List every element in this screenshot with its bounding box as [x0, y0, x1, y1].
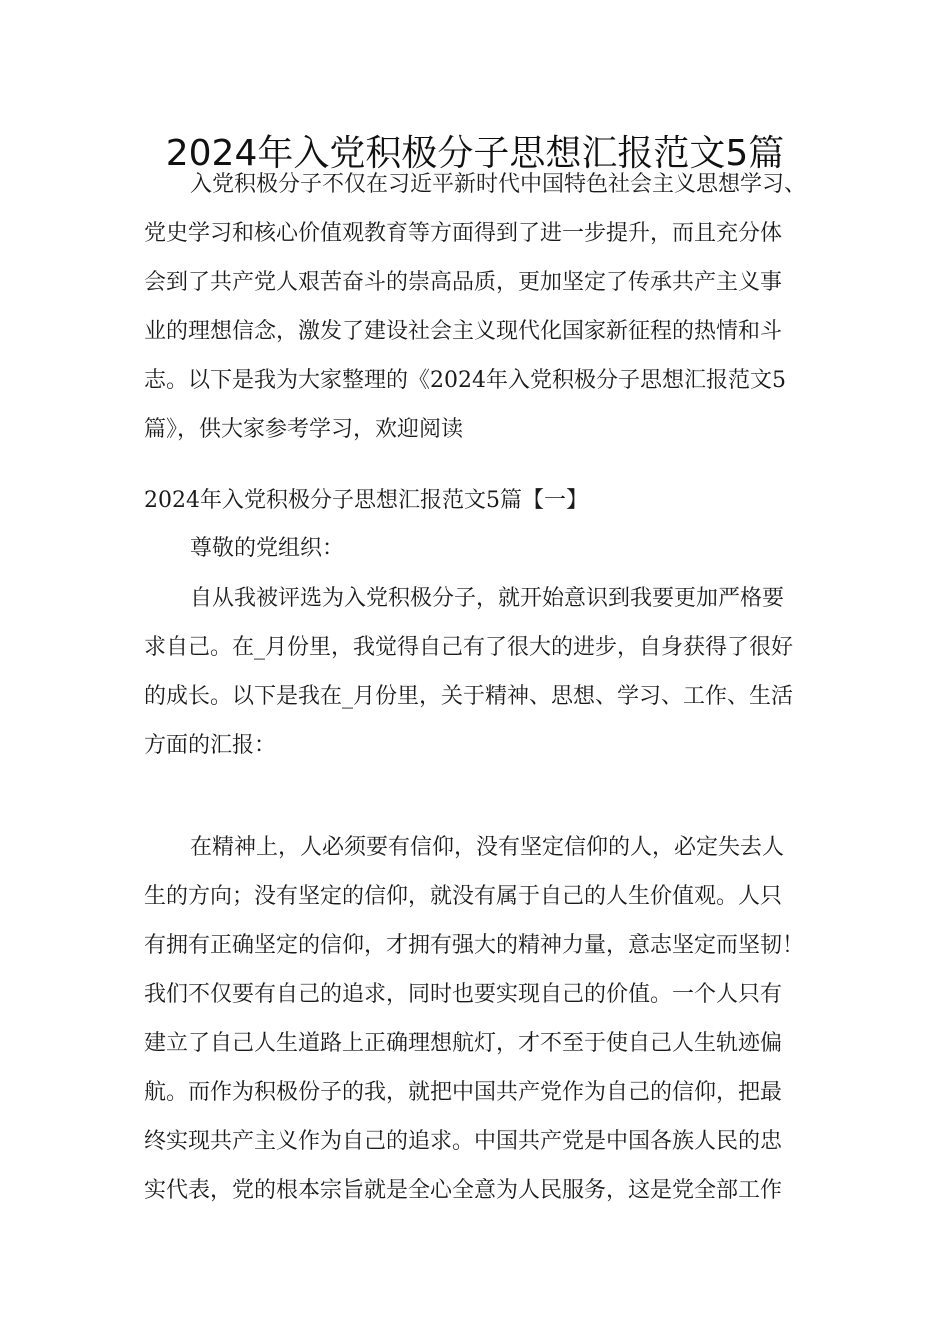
- text-line: 篇》，供大家参考学习，欢迎阅读: [144, 417, 464, 442]
- text-line: 终实现共产主义作为自己的追求。中国共产党是中国各族人民的忠: [144, 1129, 783, 1154]
- section-heading: 2024年入党积极分子思想汇报范文5篇【一】: [144, 488, 588, 513]
- text-line: 自从我被评选为入党积极分子，就开始意识到我要更加严格要: [190, 586, 785, 611]
- paragraph-2: [144, 823, 814, 1215]
- text-line: 生的方向；没有坚定的信仰，就没有属于自己的人生价值观。人只: [144, 884, 783, 909]
- text-line: 航。而作为积极份子的我，就把中国共产党作为自己的信仰，把最: [144, 1080, 783, 1105]
- text-line: 会到了共产党人艰苦奋斗的崇高品质，更加坚定了传承共产主义事: [144, 270, 783, 295]
- text-line: 入党积极分子不仅在习近平新时代中国特色社会主义思想学习、: [190, 172, 807, 197]
- text-line: 我们不仅要有自己的追求，同时也要实现自己的价值。一个人只有: [144, 982, 783, 1007]
- text-line: 在精神上，人必须要有信仰，没有坚定信仰的人，必定失去人: [190, 835, 785, 860]
- text-line: 业的理想信念，激发了建设社会主义现代化国家新征程的热情和斗: [144, 319, 783, 344]
- text-line: 方面的汇报：: [144, 733, 277, 758]
- text-line: 有拥有正确坚定的信仰，才拥有强大的精神力量，意志坚定而坚韧！: [144, 933, 805, 958]
- paragraph-1: [144, 574, 814, 770]
- intro-paragraph: [144, 160, 814, 454]
- text-line: 实代表，党的根本宗旨就是全心全意为人民服务，这是党全部工作: [144, 1178, 783, 1203]
- text-line: 党史学习和核心价值观教育等方面得到了进一步提升，而且充分体: [144, 221, 783, 246]
- text-line: 求自己。在_月份里，我觉得自己有了很大的进步，自身获得了很好: [144, 635, 794, 660]
- document-title: 2024年入党积极分子思想汇报范文5篇: [165, 133, 785, 174]
- salutation: 尊敬的党组织：: [190, 536, 345, 561]
- text-line: 建立了自己人生道路上正确理想航灯，才不至于使自己人生轨迹偏: [144, 1031, 783, 1056]
- text-line: 志。以下是我为大家整理的《2024年入党积极分子思想汇报范文5: [144, 368, 786, 393]
- text-line: 的成长。以下是我在_月份里，关于精神、思想、学习、工作、生活: [144, 684, 794, 709]
